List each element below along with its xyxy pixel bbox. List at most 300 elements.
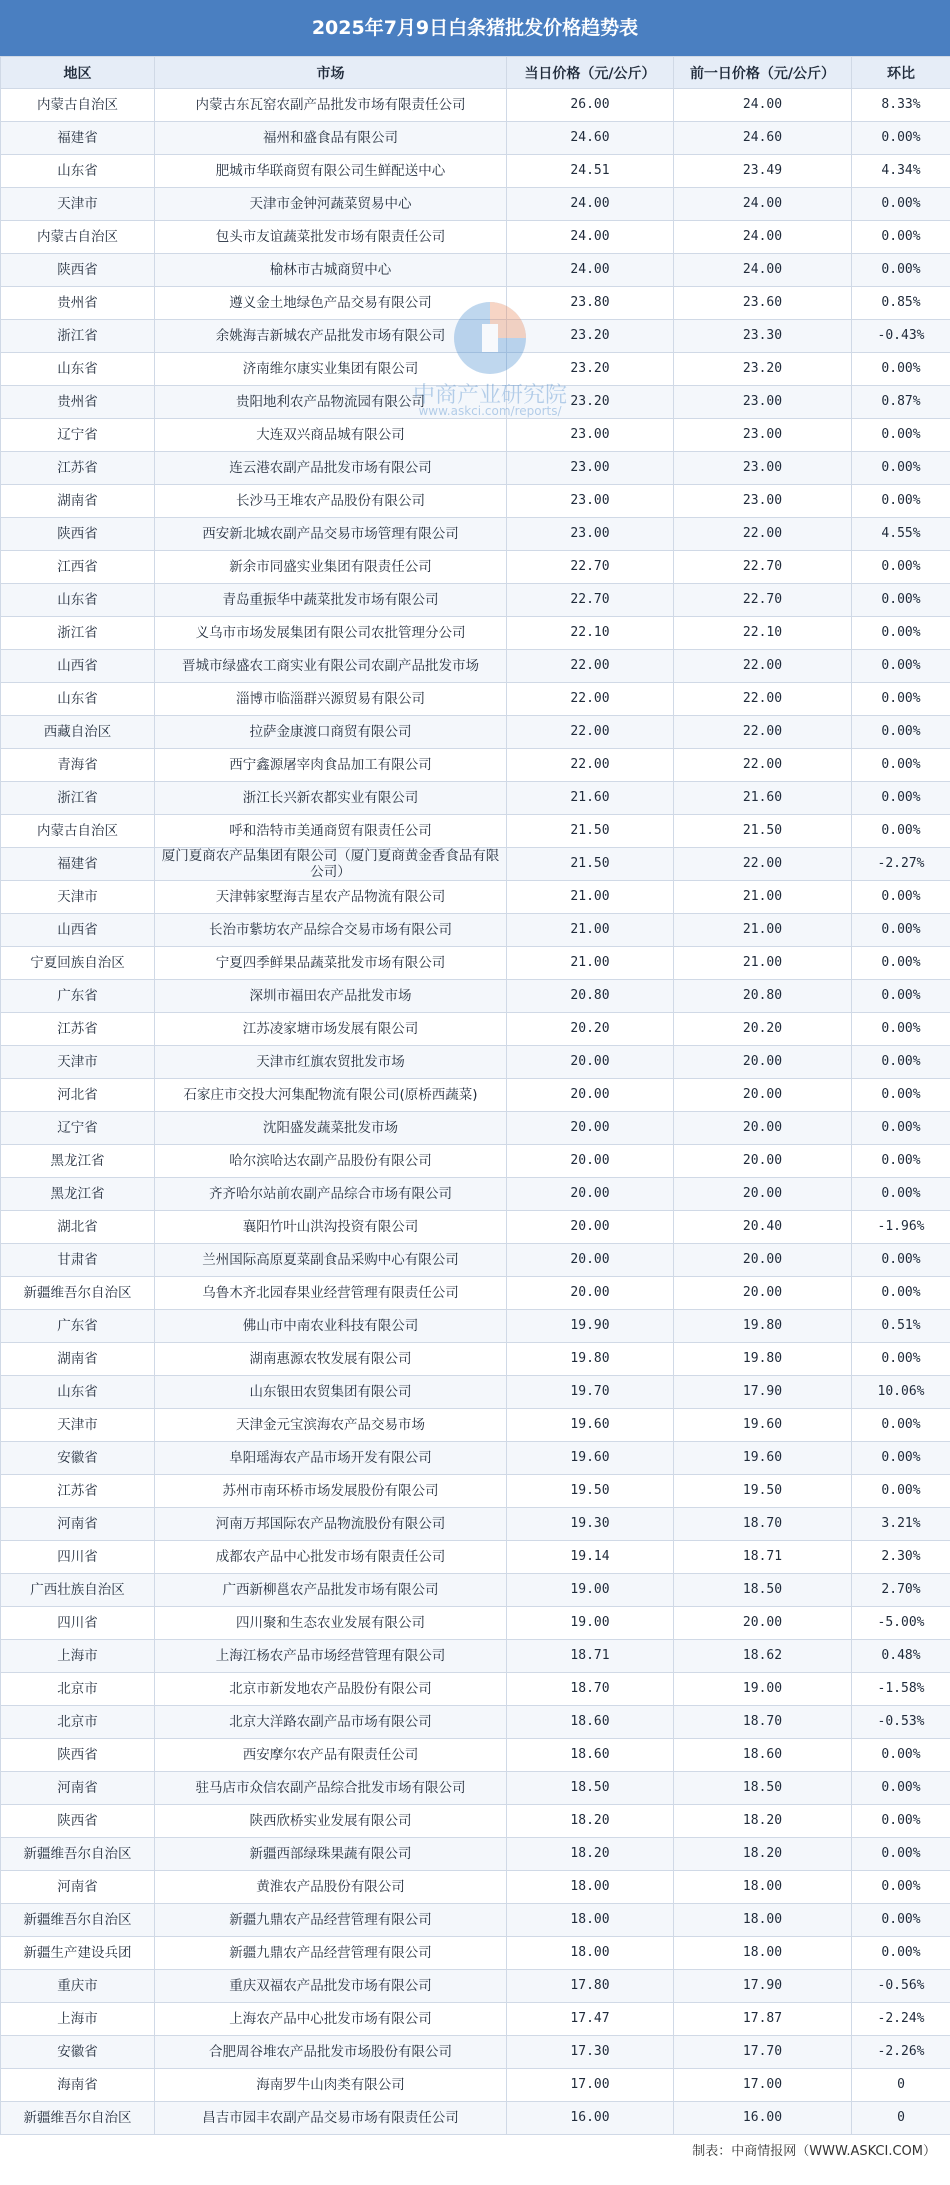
market-cell: 佛山市中南农业科技有限公司 xyxy=(155,1310,507,1343)
region-cell: 上海市 xyxy=(1,2003,155,2036)
prev-price-cell: 24.00 xyxy=(674,188,852,221)
market-cell: 余姚海吉新城农产品批发市场有限公司 xyxy=(155,320,507,353)
change-cell: 0.00% xyxy=(852,1046,950,1079)
market-cell: 呼和浩特市美通商贸有限责任公司 xyxy=(155,815,507,848)
market-cell: 阜阳瑶海农产品市场开发有限公司 xyxy=(155,1442,507,1475)
change-cell: 0.00% xyxy=(852,1904,950,1937)
prev-price-cell: 24.00 xyxy=(674,89,852,122)
market-cell: 肥城市华联商贸有限公司生鲜配送中心 xyxy=(155,155,507,188)
region-cell: 陕西省 xyxy=(1,1805,155,1838)
market-cell: 福州和盛食品有限公司 xyxy=(155,122,507,155)
region-cell: 贵州省 xyxy=(1,287,155,320)
change-cell: 0.00% xyxy=(852,1013,950,1046)
today-price-cell: 19.00 xyxy=(507,1574,674,1607)
table-row xyxy=(1,1079,950,1112)
today-price-cell: 22.00 xyxy=(507,749,674,782)
change-cell: 0.00% xyxy=(852,782,950,815)
change-cell: 0.00% xyxy=(852,914,950,947)
region-cell: 山西省 xyxy=(1,914,155,947)
table-row xyxy=(1,1508,950,1541)
market-cell: 青岛重振华中蔬菜批发市场有限公司 xyxy=(155,584,507,617)
today-price-cell: 19.30 xyxy=(507,1508,674,1541)
prev-price-cell: 23.00 xyxy=(674,485,852,518)
today-price-cell: 24.00 xyxy=(507,254,674,287)
prev-price-cell: 19.00 xyxy=(674,1673,852,1706)
prev-price-cell: 24.00 xyxy=(674,221,852,254)
change-cell: 4.34% xyxy=(852,155,950,188)
table-body xyxy=(1,89,950,2135)
today-price-cell: 19.90 xyxy=(507,1310,674,1343)
today-price-cell: 23.00 xyxy=(507,452,674,485)
market-cell: 成都农产品中心批发市场有限责任公司 xyxy=(155,1541,507,1574)
table-row xyxy=(1,2003,950,2036)
prev-price-cell: 20.80 xyxy=(674,980,852,1013)
table-title: 2025年7月9日白条猪批发价格趋势表 xyxy=(0,0,950,56)
today-price-cell: 21.50 xyxy=(507,815,674,848)
table-row xyxy=(1,1970,950,2003)
market-cell: 驻马店市众信农副产品综合批发市场有限公司 xyxy=(155,1772,507,1805)
change-cell: 0.00% xyxy=(852,1178,950,1211)
table-row xyxy=(1,1673,950,1706)
today-price-cell: 18.00 xyxy=(507,1937,674,1970)
table-row xyxy=(1,188,950,221)
market-cell: 贵阳地利农产品物流园有限公司 xyxy=(155,386,507,419)
table-row xyxy=(1,881,950,914)
table-row xyxy=(1,1838,950,1871)
market-cell: 上海农产品中心批发市场有限公司 xyxy=(155,2003,507,2036)
region-cell: 天津市 xyxy=(1,1046,155,1079)
table-row xyxy=(1,1244,950,1277)
change-cell: 0.00% xyxy=(852,881,950,914)
region-cell: 天津市 xyxy=(1,188,155,221)
table-row xyxy=(1,2036,950,2069)
region-cell: 内蒙古自治区 xyxy=(1,221,155,254)
table-row xyxy=(1,848,950,881)
region-cell: 湖北省 xyxy=(1,1211,155,1244)
prev-price-cell: 18.70 xyxy=(674,1508,852,1541)
market-cell: 大连双兴商品城有限公司 xyxy=(155,419,507,452)
market-cell: 哈尔滨哈达农副产品股份有限公司 xyxy=(155,1145,507,1178)
today-price-cell: 19.60 xyxy=(507,1442,674,1475)
prev-price-cell: 21.00 xyxy=(674,881,852,914)
change-cell: 0.00% xyxy=(852,1871,950,1904)
today-price-cell: 20.00 xyxy=(507,1145,674,1178)
prev-price-cell: 23.00 xyxy=(674,452,852,485)
market-cell: 重庆双福农产品批发市场有限公司 xyxy=(155,1970,507,2003)
table-row xyxy=(1,617,950,650)
market-cell: 新疆西部绿珠果蔬有限公司 xyxy=(155,1838,507,1871)
market-cell: 齐齐哈尔站前农副产品综合市场有限公司 xyxy=(155,1178,507,1211)
change-cell: 0.00% xyxy=(852,188,950,221)
region-cell: 山东省 xyxy=(1,353,155,386)
market-cell: 天津市金钟河蔬菜贸易中心 xyxy=(155,188,507,221)
market-cell: 广西新柳邕农产品批发市场有限公司 xyxy=(155,1574,507,1607)
today-price-cell: 24.60 xyxy=(507,122,674,155)
header-change: 环比 xyxy=(852,57,950,89)
today-price-cell: 26.00 xyxy=(507,89,674,122)
market-cell: 新疆九鼎农产品经营管理有限公司 xyxy=(155,1904,507,1937)
region-cell: 河北省 xyxy=(1,1079,155,1112)
prev-price-cell: 18.50 xyxy=(674,1574,852,1607)
region-cell: 湖南省 xyxy=(1,485,155,518)
market-cell: 义乌市市场发展集团有限公司农批管理分公司 xyxy=(155,617,507,650)
prev-price-cell: 21.50 xyxy=(674,815,852,848)
region-cell: 四川省 xyxy=(1,1607,155,1640)
change-cell: 0.00% xyxy=(852,1079,950,1112)
market-cell: 榆林市古城商贸中心 xyxy=(155,254,507,287)
change-cell: 2.70% xyxy=(852,1574,950,1607)
region-cell: 河南省 xyxy=(1,1871,155,1904)
table-row xyxy=(1,1871,950,1904)
market-cell: 昌吉市园丰农副产品交易市场有限责任公司 xyxy=(155,2102,507,2135)
today-price-cell: 20.20 xyxy=(507,1013,674,1046)
today-price-cell: 21.00 xyxy=(507,947,674,980)
today-price-cell: 19.00 xyxy=(507,1607,674,1640)
today-price-cell: 20.00 xyxy=(507,1211,674,1244)
table-row xyxy=(1,452,950,485)
region-cell: 宁夏回族自治区 xyxy=(1,947,155,980)
today-price-cell: 22.00 xyxy=(507,683,674,716)
table-row xyxy=(1,1574,950,1607)
prev-price-cell: 19.60 xyxy=(674,1409,852,1442)
market-cell: 淄博市临淄群兴源贸易有限公司 xyxy=(155,683,507,716)
region-cell: 新疆维吾尔自治区 xyxy=(1,1838,155,1871)
change-cell: 0.00% xyxy=(852,551,950,584)
table-row xyxy=(1,1046,950,1079)
change-cell: 0.00% xyxy=(852,749,950,782)
prev-price-cell: 16.00 xyxy=(674,2102,852,2135)
today-price-cell: 19.80 xyxy=(507,1343,674,1376)
change-cell: 0.00% xyxy=(852,452,950,485)
market-cell: 陕西欣桥实业发展有限公司 xyxy=(155,1805,507,1838)
prev-price-cell: 23.00 xyxy=(674,386,852,419)
table-row xyxy=(1,1739,950,1772)
source-note: 制表：中商情报网（WWW.ASKCI.COM） xyxy=(692,2144,936,2159)
today-price-cell: 19.60 xyxy=(507,1409,674,1442)
today-price-cell: 17.30 xyxy=(507,2036,674,2069)
table-row xyxy=(1,419,950,452)
today-price-cell: 21.60 xyxy=(507,782,674,815)
market-cell: 山东银田农贸集团有限公司 xyxy=(155,1376,507,1409)
change-cell: 0.00% xyxy=(852,683,950,716)
change-cell: 0.00% xyxy=(852,1409,950,1442)
today-price-cell: 18.71 xyxy=(507,1640,674,1673)
region-cell: 山东省 xyxy=(1,1376,155,1409)
prev-price-cell: 22.00 xyxy=(674,716,852,749)
market-cell: 北京大洋路农副产品市场有限公司 xyxy=(155,1706,507,1739)
region-cell: 浙江省 xyxy=(1,782,155,815)
market-cell: 遵义金土地绿色产品交易有限公司 xyxy=(155,287,507,320)
change-cell: 2.30% xyxy=(852,1541,950,1574)
today-price-cell: 19.50 xyxy=(507,1475,674,1508)
today-price-cell: 18.20 xyxy=(507,1805,674,1838)
market-cell: 海南罗牛山肉类有限公司 xyxy=(155,2069,507,2102)
change-cell: 0.87% xyxy=(852,386,950,419)
market-cell: 拉萨金康渡口商贸有限公司 xyxy=(155,716,507,749)
prev-price-cell: 18.00 xyxy=(674,1937,852,1970)
market-cell: 江苏凌家塘市场发展有限公司 xyxy=(155,1013,507,1046)
prev-price-cell: 22.10 xyxy=(674,617,852,650)
table-row xyxy=(1,749,950,782)
today-price-cell: 20.00 xyxy=(507,1277,674,1310)
region-cell: 陕西省 xyxy=(1,1739,155,1772)
region-cell: 新疆维吾尔自治区 xyxy=(1,1277,155,1310)
region-cell: 重庆市 xyxy=(1,1970,155,2003)
table-row xyxy=(1,1112,950,1145)
change-cell: 0.00% xyxy=(852,1475,950,1508)
region-cell: 浙江省 xyxy=(1,617,155,650)
region-cell: 海南省 xyxy=(1,2069,155,2102)
today-price-cell: 24.00 xyxy=(507,221,674,254)
table-row xyxy=(1,1607,950,1640)
region-cell: 北京市 xyxy=(1,1706,155,1739)
prev-price-cell: 19.80 xyxy=(674,1343,852,1376)
change-cell: -1.58% xyxy=(852,1673,950,1706)
prev-price-cell: 21.00 xyxy=(674,914,852,947)
table-row xyxy=(1,89,950,122)
region-cell: 山东省 xyxy=(1,683,155,716)
today-price-cell: 22.70 xyxy=(507,551,674,584)
region-cell: 江苏省 xyxy=(1,1475,155,1508)
price-table xyxy=(0,56,950,2135)
market-cell: 石家庄市交投大河集配物流有限公司(原桥西蔬菜) xyxy=(155,1079,507,1112)
prev-price-cell: 23.60 xyxy=(674,287,852,320)
table-row xyxy=(1,1937,950,1970)
today-price-cell: 17.00 xyxy=(507,2069,674,2102)
region-cell: 江苏省 xyxy=(1,1013,155,1046)
region-cell: 安徽省 xyxy=(1,2036,155,2069)
market-cell: 内蒙古东瓦窑农副产品批发市场有限责任公司 xyxy=(155,89,507,122)
market-cell: 晋城市绿盛农工商实业有限公司农副产品批发市场 xyxy=(155,650,507,683)
table-row xyxy=(1,122,950,155)
change-cell: 0.48% xyxy=(852,1640,950,1673)
market-cell: 长治市紫坊农产品综合交易市场有限公司 xyxy=(155,914,507,947)
change-cell: 0 xyxy=(852,2069,950,2102)
today-price-cell: 18.00 xyxy=(507,1904,674,1937)
header-prev-price: 前一日价格（元/公斤） xyxy=(674,57,852,89)
table-row xyxy=(1,1178,950,1211)
region-cell: 山西省 xyxy=(1,650,155,683)
market-cell: 乌鲁木齐北园春果业经营管理有限责任公司 xyxy=(155,1277,507,1310)
change-cell: 0.00% xyxy=(852,254,950,287)
watermark-text-cn: 中商产业研究院 xyxy=(412,383,567,408)
prev-price-cell: 18.62 xyxy=(674,1640,852,1673)
prev-price-cell: 17.90 xyxy=(674,1376,852,1409)
change-cell: 0.00% xyxy=(852,815,950,848)
table-row xyxy=(1,650,950,683)
change-cell: 0.00% xyxy=(852,122,950,155)
region-cell: 陕西省 xyxy=(1,254,155,287)
prev-price-cell: 20.00 xyxy=(674,1046,852,1079)
change-cell: -2.27% xyxy=(852,848,950,881)
table-row xyxy=(1,1442,950,1475)
market-cell: 新余市同盛实业集团有限责任公司 xyxy=(155,551,507,584)
today-price-cell: 23.20 xyxy=(507,386,674,419)
region-cell: 广西壮族自治区 xyxy=(1,1574,155,1607)
region-cell: 青海省 xyxy=(1,749,155,782)
change-cell: -0.43% xyxy=(852,320,950,353)
today-price-cell: 23.20 xyxy=(507,353,674,386)
change-cell: 0.00% xyxy=(852,1838,950,1871)
region-cell: 江苏省 xyxy=(1,452,155,485)
change-cell: 0.00% xyxy=(852,1277,950,1310)
table-row xyxy=(1,254,950,287)
change-cell: 0.00% xyxy=(852,1112,950,1145)
prev-price-cell: 19.50 xyxy=(674,1475,852,1508)
today-price-cell: 18.50 xyxy=(507,1772,674,1805)
change-cell: 0.00% xyxy=(852,1805,950,1838)
table-row xyxy=(1,2102,950,2135)
region-cell: 内蒙古自治区 xyxy=(1,89,155,122)
change-cell: 0.00% xyxy=(852,947,950,980)
market-cell: 沈阳盛发蔬菜批发市场 xyxy=(155,1112,507,1145)
prev-price-cell: 20.00 xyxy=(674,1079,852,1112)
table-row xyxy=(1,353,950,386)
prev-price-cell: 19.80 xyxy=(674,1310,852,1343)
prev-price-cell: 19.60 xyxy=(674,1442,852,1475)
market-cell: 新疆九鼎农产品经营管理有限公司 xyxy=(155,1937,507,1970)
region-cell: 河南省 xyxy=(1,1508,155,1541)
prev-price-cell: 17.00 xyxy=(674,2069,852,2102)
region-cell: 福建省 xyxy=(1,122,155,155)
prev-price-cell: 18.20 xyxy=(674,1805,852,1838)
prev-price-cell: 20.00 xyxy=(674,1607,852,1640)
change-cell: -5.00% xyxy=(852,1607,950,1640)
region-cell: 黑龙江省 xyxy=(1,1145,155,1178)
change-cell: -1.96% xyxy=(852,1211,950,1244)
today-price-cell: 18.20 xyxy=(507,1838,674,1871)
region-cell: 辽宁省 xyxy=(1,1112,155,1145)
today-price-cell: 23.20 xyxy=(507,320,674,353)
market-cell: 宁夏四季鲜果品蔬菜批发市场有限公司 xyxy=(155,947,507,980)
market-cell: 天津金元宝滨海农产品交易市场 xyxy=(155,1409,507,1442)
region-cell: 黑龙江省 xyxy=(1,1178,155,1211)
table-row xyxy=(1,782,950,815)
table-row xyxy=(1,947,950,980)
region-cell: 陕西省 xyxy=(1,518,155,551)
change-cell: 0.00% xyxy=(852,980,950,1013)
prev-price-cell: 20.00 xyxy=(674,1244,852,1277)
prev-price-cell: 22.00 xyxy=(674,749,852,782)
today-price-cell: 23.00 xyxy=(507,518,674,551)
market-cell: 四川聚和生态农业发展有限公司 xyxy=(155,1607,507,1640)
today-price-cell: 24.51 xyxy=(507,155,674,188)
region-cell: 新疆维吾尔自治区 xyxy=(1,2102,155,2135)
prev-price-cell: 17.90 xyxy=(674,1970,852,2003)
prev-price-cell: 20.00 xyxy=(674,1178,852,1211)
change-cell: 0.00% xyxy=(852,221,950,254)
prev-price-cell: 17.87 xyxy=(674,2003,852,2036)
region-cell: 福建省 xyxy=(1,848,155,881)
change-cell: 0.00% xyxy=(852,584,950,617)
prev-price-cell: 22.00 xyxy=(674,650,852,683)
table-row xyxy=(1,1541,950,1574)
change-cell: 0.51% xyxy=(852,1310,950,1343)
region-cell: 广东省 xyxy=(1,980,155,1013)
watermark-text-en: www.askci.com/reports/ xyxy=(418,404,562,418)
today-price-cell: 21.00 xyxy=(507,881,674,914)
prev-price-cell: 23.20 xyxy=(674,353,852,386)
table-row xyxy=(1,1310,950,1343)
change-cell: 0.00% xyxy=(852,485,950,518)
market-cell: 天津市红旗农贸批发市场 xyxy=(155,1046,507,1079)
market-cell: 包头市友谊蔬菜批发市场有限责任公司 xyxy=(155,221,507,254)
header-row xyxy=(1,57,950,89)
table-row xyxy=(1,584,950,617)
table-row xyxy=(1,716,950,749)
prev-price-cell: 20.00 xyxy=(674,1277,852,1310)
table-row xyxy=(1,551,950,584)
region-cell: 山东省 xyxy=(1,584,155,617)
change-cell: 0 xyxy=(852,2102,950,2135)
today-price-cell: 22.10 xyxy=(507,617,674,650)
region-cell: 辽宁省 xyxy=(1,419,155,452)
today-price-cell: 18.60 xyxy=(507,1706,674,1739)
market-cell: 湖南惠源农牧发展有限公司 xyxy=(155,1343,507,1376)
table-row xyxy=(1,914,950,947)
today-price-cell: 22.00 xyxy=(507,716,674,749)
prev-price-cell: 24.00 xyxy=(674,254,852,287)
table-row xyxy=(1,221,950,254)
market-cell: 深圳市福田农产品批发市场 xyxy=(155,980,507,1013)
table-row xyxy=(1,287,950,320)
change-cell: 0.00% xyxy=(852,353,950,386)
region-cell: 西藏自治区 xyxy=(1,716,155,749)
today-price-cell: 23.00 xyxy=(507,419,674,452)
region-cell: 安徽省 xyxy=(1,1442,155,1475)
prev-price-cell: 23.30 xyxy=(674,320,852,353)
region-cell: 天津市 xyxy=(1,1409,155,1442)
market-cell: 河南万邦国际农产品物流股份有限公司 xyxy=(155,1508,507,1541)
region-cell: 上海市 xyxy=(1,1640,155,1673)
prev-price-cell: 18.00 xyxy=(674,1871,852,1904)
change-cell: 0.00% xyxy=(852,1343,950,1376)
market-cell: 浙江长兴新农都实业有限公司 xyxy=(155,782,507,815)
today-price-cell: 19.14 xyxy=(507,1541,674,1574)
table-row xyxy=(1,1409,950,1442)
today-price-cell: 20.00 xyxy=(507,1046,674,1079)
market-cell: 合肥周谷堆农产品批发市场股份有限公司 xyxy=(155,2036,507,2069)
region-cell: 河南省 xyxy=(1,1772,155,1805)
today-price-cell: 21.00 xyxy=(507,914,674,947)
market-cell: 苏州市南环桥市场发展股份有限公司 xyxy=(155,1475,507,1508)
table-row xyxy=(1,1211,950,1244)
today-price-cell: 18.00 xyxy=(507,1871,674,1904)
market-cell: 北京市新发地农产品股份有限公司 xyxy=(155,1673,507,1706)
market-cell: 黄淮农产品股份有限公司 xyxy=(155,1871,507,1904)
market-cell: 西安摩尔农产品有限责任公司 xyxy=(155,1739,507,1772)
market-cell: 襄阳竹叶山洪沟投资有限公司 xyxy=(155,1211,507,1244)
table-row xyxy=(1,386,950,419)
change-cell: 3.21% xyxy=(852,1508,950,1541)
today-price-cell: 20.00 xyxy=(507,1112,674,1145)
table-row xyxy=(1,1706,950,1739)
table-row xyxy=(1,683,950,716)
today-price-cell: 18.60 xyxy=(507,1739,674,1772)
table-row xyxy=(1,1904,950,1937)
prev-price-cell: 21.60 xyxy=(674,782,852,815)
market-cell: 厦门夏商农产品集团有限公司（厦门夏商黄金香食品有限公司） xyxy=(155,848,507,881)
prev-price-cell: 20.00 xyxy=(674,1145,852,1178)
change-cell: 8.33% xyxy=(852,89,950,122)
today-price-cell: 17.47 xyxy=(507,2003,674,2036)
table-row xyxy=(1,1013,950,1046)
change-cell: -0.56% xyxy=(852,1970,950,2003)
market-cell: 兰州国际高原夏菜副食品采购中心有限公司 xyxy=(155,1244,507,1277)
table-row xyxy=(1,1145,950,1178)
prev-price-cell: 20.20 xyxy=(674,1013,852,1046)
change-cell: 4.55% xyxy=(852,518,950,551)
